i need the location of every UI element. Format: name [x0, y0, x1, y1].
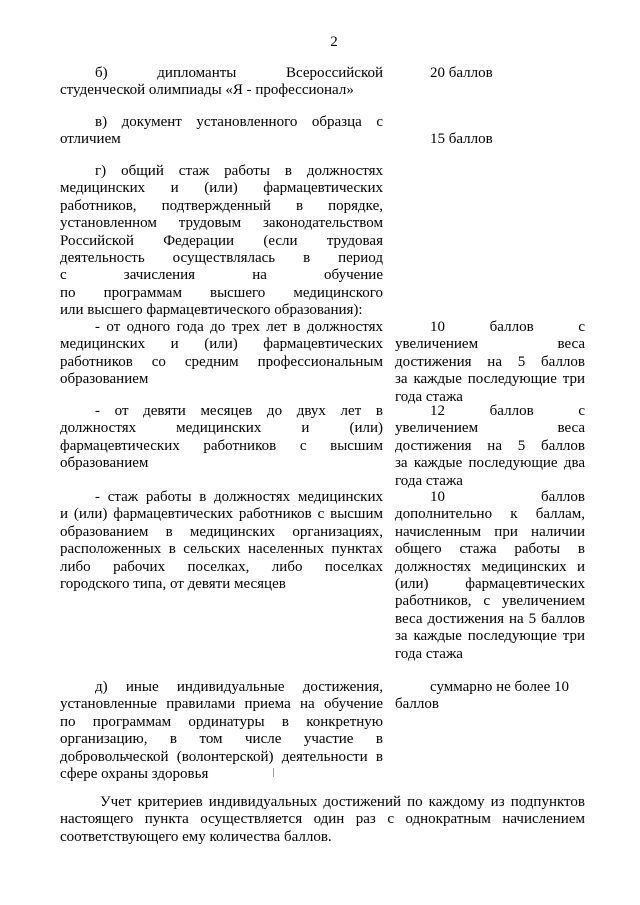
- criterion-g-sub1-text-line: работников со средним профессиональным: [60, 353, 383, 370]
- criterion-g-sub1-score-line: 10 баллов с: [430, 319, 585, 335]
- criterion-v-text-line: отличием: [60, 131, 121, 148]
- criterion-g-sub2-text-line: - от девяти месяцев до двух лет в: [95, 403, 383, 419]
- criterion-g-sub1-score-line: достижения на 5 баллов: [395, 353, 585, 370]
- criterion-g-sub1-score-line: года стажа: [395, 388, 463, 405]
- criterion-g-sub3-text-line: образованием в медицинских организациях,: [60, 523, 383, 540]
- criterion-g-sub3-score-line: начисленным при наличии: [395, 523, 585, 540]
- criterion-g-sub2-text-line: образованием: [60, 455, 149, 472]
- criterion-g-sub1-score-line: за каждые последующие три: [395, 371, 585, 388]
- criterion-g-text-line: медицинских и (или) фармацевтических: [60, 180, 383, 197]
- criterion-g-text-line: деятельность осуществлялась в период: [60, 249, 383, 266]
- criterion-g-sub2-description: [60, 403, 383, 473]
- criterion-g-sub3-score-line: (или) фармацевтических: [395, 575, 585, 592]
- criterion-g-sub3-score-line: работников, с увеличением: [395, 593, 585, 610]
- criterion-g-sub1-description: [60, 319, 383, 389]
- criterion-d-text-line: добровольческой (волонтерской) деятельности в: [60, 748, 383, 765]
- criterion-g-text-line: с зачисления на обучение: [60, 267, 383, 284]
- criterion-g-sub3-text-line: расположенных в сельских населенных пунктах: [60, 541, 383, 558]
- criterion-b-text-line: студенческой олимпиады «Я - профессионал»: [60, 82, 354, 99]
- criterion-v-score-line: 15 баллов: [430, 131, 493, 147]
- criterion-g-sub2-score-line: 12 баллов с: [430, 403, 585, 419]
- criterion-d-text-line: д) иные индивидуальные достижения,: [95, 679, 383, 695]
- criterion-g-sub2-text-line: должностях медицинских и (или): [60, 420, 383, 437]
- criterion-g-sub1-text-line: медицинских и (или) фармацевтических: [60, 336, 383, 353]
- criterion-g-text-line: Российской Федерации (если трудовая: [60, 232, 383, 249]
- closing-paragraph-line: Учет критериев индивидуальных достижений по каждому из подпунктов: [100, 794, 585, 810]
- criterion-v-text-line: в) документ установленного образца с: [95, 114, 383, 130]
- criterion-b-description: [60, 65, 383, 100]
- criterion-g-text-line: или высшего фармацевтического образования):: [60, 302, 363, 319]
- criterion-g-sub3-score-line: общего стажа работы в: [395, 541, 585, 558]
- criterion-g-sub1-score: [395, 319, 585, 406]
- criterion-d-score-line: суммарно не более 10: [430, 679, 569, 695]
- criterion-d-text-line: сфере охраны здоровья: [60, 765, 209, 782]
- criterion-d-text-line: установленные правилами приема на обучение: [60, 696, 383, 713]
- criterion-g-sub3-score-line: должностях медицинских и: [395, 558, 585, 575]
- criterion-g-text-line: работников, подтвержденный в порядке,: [60, 197, 383, 214]
- criterion-g-description: [60, 163, 383, 320]
- criterion-d-description: [60, 679, 383, 783]
- criterion-g-sub3-text-line: и (или) фармацевтических работников с высшим: [60, 506, 383, 523]
- criterion-v-description: [60, 114, 383, 149]
- criterion-g-text-line: г) общий стаж работы в должностях: [95, 163, 383, 179]
- criterion-g-sub2-score-line: года стажа: [395, 472, 463, 489]
- criterion-d-score-line: баллов: [395, 696, 439, 713]
- criterion-g-sub3-score-line: 10 баллов: [430, 489, 585, 505]
- criterion-g-sub1-text-line: - от одного года до трех лет в должностях: [95, 319, 383, 335]
- criterion-g-sub2-score-line: достижения на 5 баллов: [395, 437, 585, 454]
- criterion-b-score: [395, 65, 585, 82]
- criterion-v-score: [395, 131, 585, 148]
- criterion-d-text-line: по программам ординатуры в конкретную: [60, 713, 383, 730]
- criterion-g-text-line: установленном трудовым законодательством: [60, 215, 383, 232]
- page-number: 2: [330, 34, 338, 50]
- criterion-g-sub3-text-line: городского типа, от девяти месяцев: [60, 575, 286, 592]
- criterion-g-sub2-score: [395, 403, 585, 490]
- criterion-b-score-line: 20 баллов: [430, 65, 493, 81]
- criterion-g-sub3-text-line: либо рабочих поселках, либо поселках: [60, 558, 383, 575]
- criterion-g-sub1-text-line: образованием: [60, 371, 149, 388]
- criterion-g-text-line: по программам высшего медицинского: [60, 284, 383, 301]
- criterion-d-score: [395, 679, 585, 714]
- closing-paragraph-line: соответствующего ему количества баллов.: [60, 828, 332, 845]
- criterion-g-sub1-score-line: увеличением веса: [395, 336, 585, 353]
- criterion-g-sub2-score-line: увеличением веса: [395, 420, 585, 437]
- criterion-d-text-line: организацию, в том числе участие в: [60, 731, 383, 748]
- closing-paragraph-line: настоящего пункта осуществляется один раз с однократным начислением: [60, 811, 585, 828]
- criterion-g-sub2-text-line: фармацевтических работников с высшим: [60, 437, 383, 454]
- criterion-g-sub3-text-line: - стаж работы в должностях медицинских: [95, 489, 383, 505]
- criterion-g-sub3-score-line: веса достижения на 5 баллов: [395, 610, 585, 627]
- criterion-g-sub3-score-line: года стажа: [395, 645, 463, 662]
- criterion-g-sub2-score-line: за каждые последующие два: [395, 455, 585, 472]
- criterion-g-sub3-score-line: дополнительно к баллам,: [395, 506, 585, 523]
- scan-artifact-mark: [273, 768, 274, 777]
- criterion-g-sub3-score-line: за каждые последующие три: [395, 628, 585, 645]
- criterion-g-sub3-score: [395, 489, 585, 663]
- criterion-b-text-line: б) дипломанты Всероссийской: [95, 65, 383, 81]
- criterion-g-sub3-description: [60, 489, 383, 593]
